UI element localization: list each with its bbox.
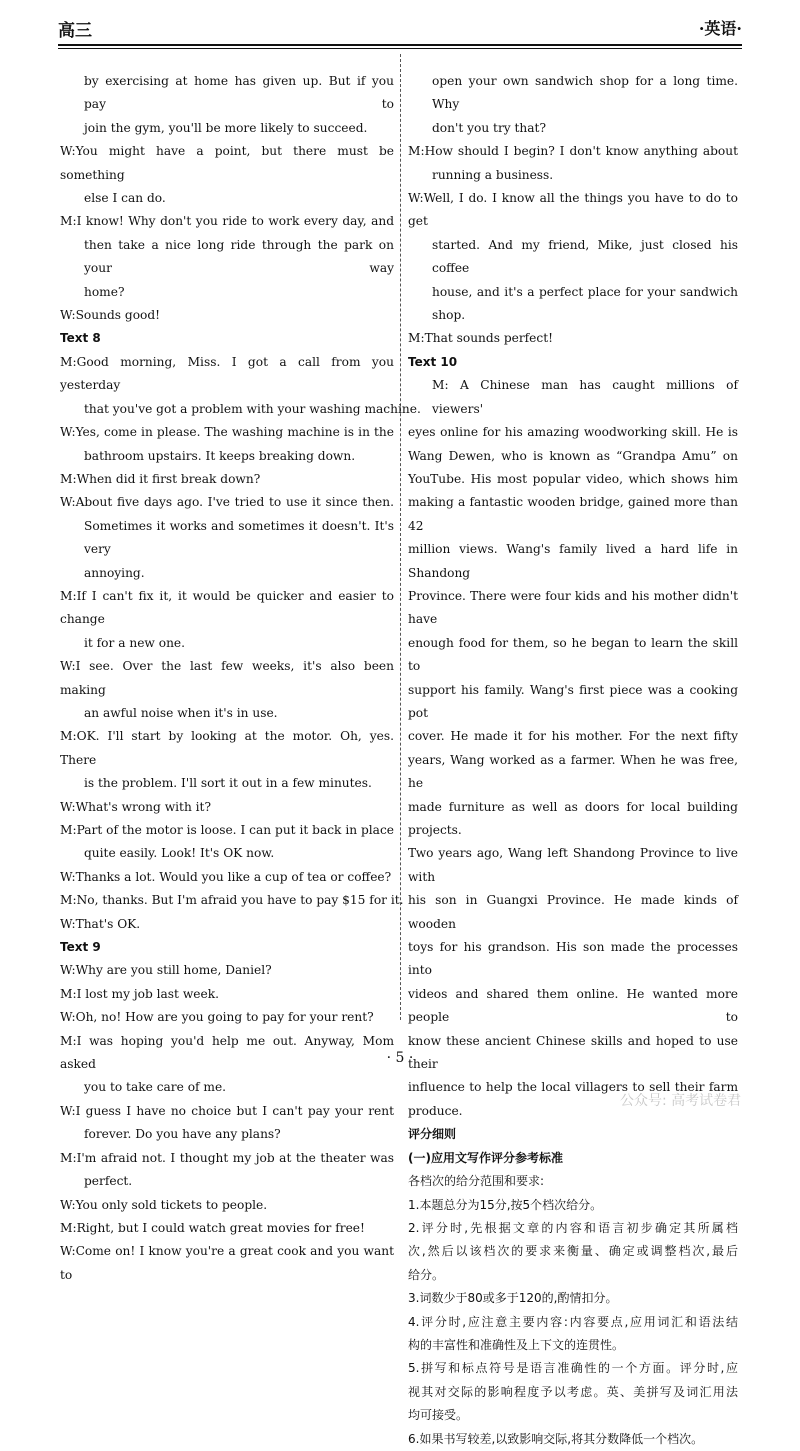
text-line: Sometimes it works and sometimes it doesn't. It's very	[84, 518, 394, 557]
text-line: perfect.	[84, 1174, 133, 1189]
text-line: making a fantastic wooden bridge, gained more than 42	[408, 495, 738, 533]
text-line: quite easily. Look! It's OK now.	[84, 846, 275, 861]
text-line: W:Well, I do. I know all the things you have to do to get	[408, 191, 738, 229]
text-line: open your own sandwich shop for a long time. Why	[432, 74, 738, 112]
text-line: M:Part of the motor is loose. I can put it back in place	[60, 823, 394, 837]
text-line: cover. He made it for his mother. For the next fifty	[408, 729, 738, 744]
text-line: enough food for them, so he began to learn the skill to	[408, 635, 738, 674]
text-line: Wang Dewen, who is known as “Grandpa Amu” on	[408, 448, 738, 463]
text-line: running a business.	[432, 167, 554, 182]
text-line: else I can do.	[84, 191, 166, 206]
text-line: M: A Chinese man has caught millions of viewers'	[432, 378, 738, 416]
text-line: made furniture as well as doors for local building projects.	[408, 799, 738, 837]
text-line: M:That sounds perfect!	[408, 331, 554, 346]
text-line: eyes online for his amazing woodworking skill. He is	[408, 425, 738, 440]
text-line: then take a nice long ride through the park on your way	[84, 237, 394, 276]
header-rule-thick	[58, 44, 742, 46]
section-heading: Text 9	[60, 940, 101, 955]
text-line: his son in Guangxi Province. He made kinds of wooden	[408, 893, 738, 931]
page-number: · 5 ·	[386, 1050, 414, 1066]
header-rule-thin	[58, 48, 742, 49]
text-line: M:OK. I'll start by looking at the motor. Oh, yes. There	[60, 729, 394, 767]
text-line: M:No, thanks. But I'm afraid you have to pay $15 for it.	[60, 893, 404, 908]
text-line: videos and shared them online. He wanted more people to	[408, 986, 738, 1025]
text-line: M:I lost my job last week.	[60, 986, 219, 1001]
text-line: 4.评分时,应注意主要内容:内容要点,应用词汇和语法结	[408, 1314, 738, 1329]
text-line: M:I know! Why don't you ride to work every day, and	[60, 214, 394, 229]
section-heading: Text 8	[60, 331, 101, 346]
text-line: join the gym, you'll be more likely to succeed.	[84, 120, 368, 135]
text-line: 各档次的给分范围和要求:	[408, 1174, 545, 1189]
text-line: toys for his grandson. His son made the processes into	[408, 940, 738, 978]
text-line: don't you try that?	[432, 120, 546, 135]
text-line: W:About five days ago. I've tried to use it since then.	[60, 495, 394, 510]
text-line: 2.评分时,先根据文章的内容和语言初步确定其所属档	[408, 1220, 738, 1235]
text-line: support his family. Wang's first piece was a cooking pot	[408, 682, 738, 720]
subject-label: ·英语·	[698, 19, 742, 38]
text-line: house, and it's a perfect place for your sandwich shop.	[432, 284, 738, 323]
text-line: W:Why are you still home, Daniel?	[60, 963, 272, 978]
text-line: Province. There were four kids and his mother didn't have	[408, 588, 738, 627]
text-line: M:If I can't fix it, it would be quicker and easier to change	[60, 588, 394, 627]
text-line: influence to help the local villagers to sell their farm	[408, 1080, 738, 1095]
text-line: 3.词数少于80或多于120的,酌情扣分。	[408, 1291, 618, 1306]
text-line: M:Right, but I could watch great movies for free!	[60, 1220, 365, 1235]
watermark: 公众号: 高考试卷君	[620, 1093, 742, 1109]
text-line: M:When did it first break down?	[60, 471, 261, 486]
text-line: is the problem. I'll sort it out in a few minutes.	[84, 776, 372, 791]
text-line: 1.本题总分为15分,按5个档次给分。	[408, 1197, 603, 1212]
text-line: annoying.	[84, 565, 145, 580]
text-line: W:You only sold tickets to people.	[60, 1197, 268, 1212]
text-line: years, Wang worked as a farmer. When he was free, he	[408, 752, 738, 791]
text-line: 次,然后以该档次的要求来衡量、确定或调整档次,最后	[408, 1244, 738, 1259]
text-line: it for a new one.	[84, 635, 185, 650]
text-line: 视其对交际的影响程度予以考虑。英、美拼写及词汇用法	[408, 1384, 738, 1399]
text-line: M:Good morning, Miss. I got a call from you yesterday	[60, 354, 394, 393]
text-line: W:Thanks a lot. Would you like a cup of tea or coffee?	[60, 869, 392, 884]
text-line: W:You might have a point, but there must be something	[60, 144, 394, 182]
text-line: W:Sounds good!	[60, 308, 161, 323]
text-line: started. And my friend, Mike, just closed his coffee	[432, 237, 738, 276]
text-line: M:I'm afraid not. I thought my job at the theater was	[60, 1150, 394, 1165]
text-line: Two years ago, Wang left Shandong Province to live with	[408, 846, 738, 884]
text-line: 6.如果书写较差,以致影响交际,将其分数降低一个档次。	[408, 1431, 704, 1446]
text-line: M:How should I begin? I don't know anything about	[408, 144, 738, 159]
text-line: W:I guess I have no choice but I can't pay your rent	[60, 1103, 394, 1118]
grade-label: 高三	[58, 21, 92, 41]
text-line: YouTube. His most popular video, which shows him	[408, 471, 738, 486]
text-line: forever. Do you have any plans?	[84, 1127, 281, 1142]
right-column	[408, 70, 738, 1451]
text-line: produce.	[408, 1103, 463, 1118]
section-heading: 评分细则	[408, 1127, 457, 1142]
text-line: by exercising at home has given up. But if you pay to	[84, 74, 394, 112]
text-line: million views. Wang's family lived a hard life in Shandong	[408, 542, 738, 580]
text-line: an awful noise when it's in use.	[84, 705, 278, 720]
text-line: W:That's OK.	[60, 916, 141, 931]
section-heading: (一)应用文写作评分参考标准	[408, 1150, 563, 1165]
text-line: W:What's wrong with it?	[60, 799, 211, 814]
left-column	[60, 70, 421, 1287]
text-line: bathroom upstairs. It keeps breaking down.	[84, 448, 356, 463]
text-line: home?	[84, 284, 125, 299]
section-heading: Text 10	[408, 354, 458, 369]
text-line: 给分。	[408, 1267, 445, 1282]
text-line: you to take care of me.	[84, 1080, 227, 1095]
text-line: W:Oh, no! How are you going to pay for your rent?	[60, 1010, 374, 1025]
text-line: know these ancient Chinese skills and hoped to use their	[408, 1033, 738, 1072]
text-line: 构的丰富性和准确性及上下文的连贯性。	[408, 1337, 625, 1352]
text-line: 5.拼写和标点符号是语言准确性的一个方面。评分时,应	[408, 1361, 738, 1376]
text-line: 均可接受。	[408, 1408, 469, 1423]
page-header	[58, 16, 742, 42]
text-line: W:Come on! I know you're a great cook and you want to	[60, 1244, 394, 1282]
text-line: W:Yes, come in please. The washing machine is in the	[60, 425, 394, 440]
text-line: M:I was hoping you'd help me out. Anyway, Mom asked	[60, 1033, 394, 1072]
column-divider	[400, 54, 402, 1020]
text-line: W:I see. Over the last few weeks, it's also been making	[60, 659, 394, 697]
text-line: that you've got a problem with your washing machine.	[84, 401, 421, 416]
